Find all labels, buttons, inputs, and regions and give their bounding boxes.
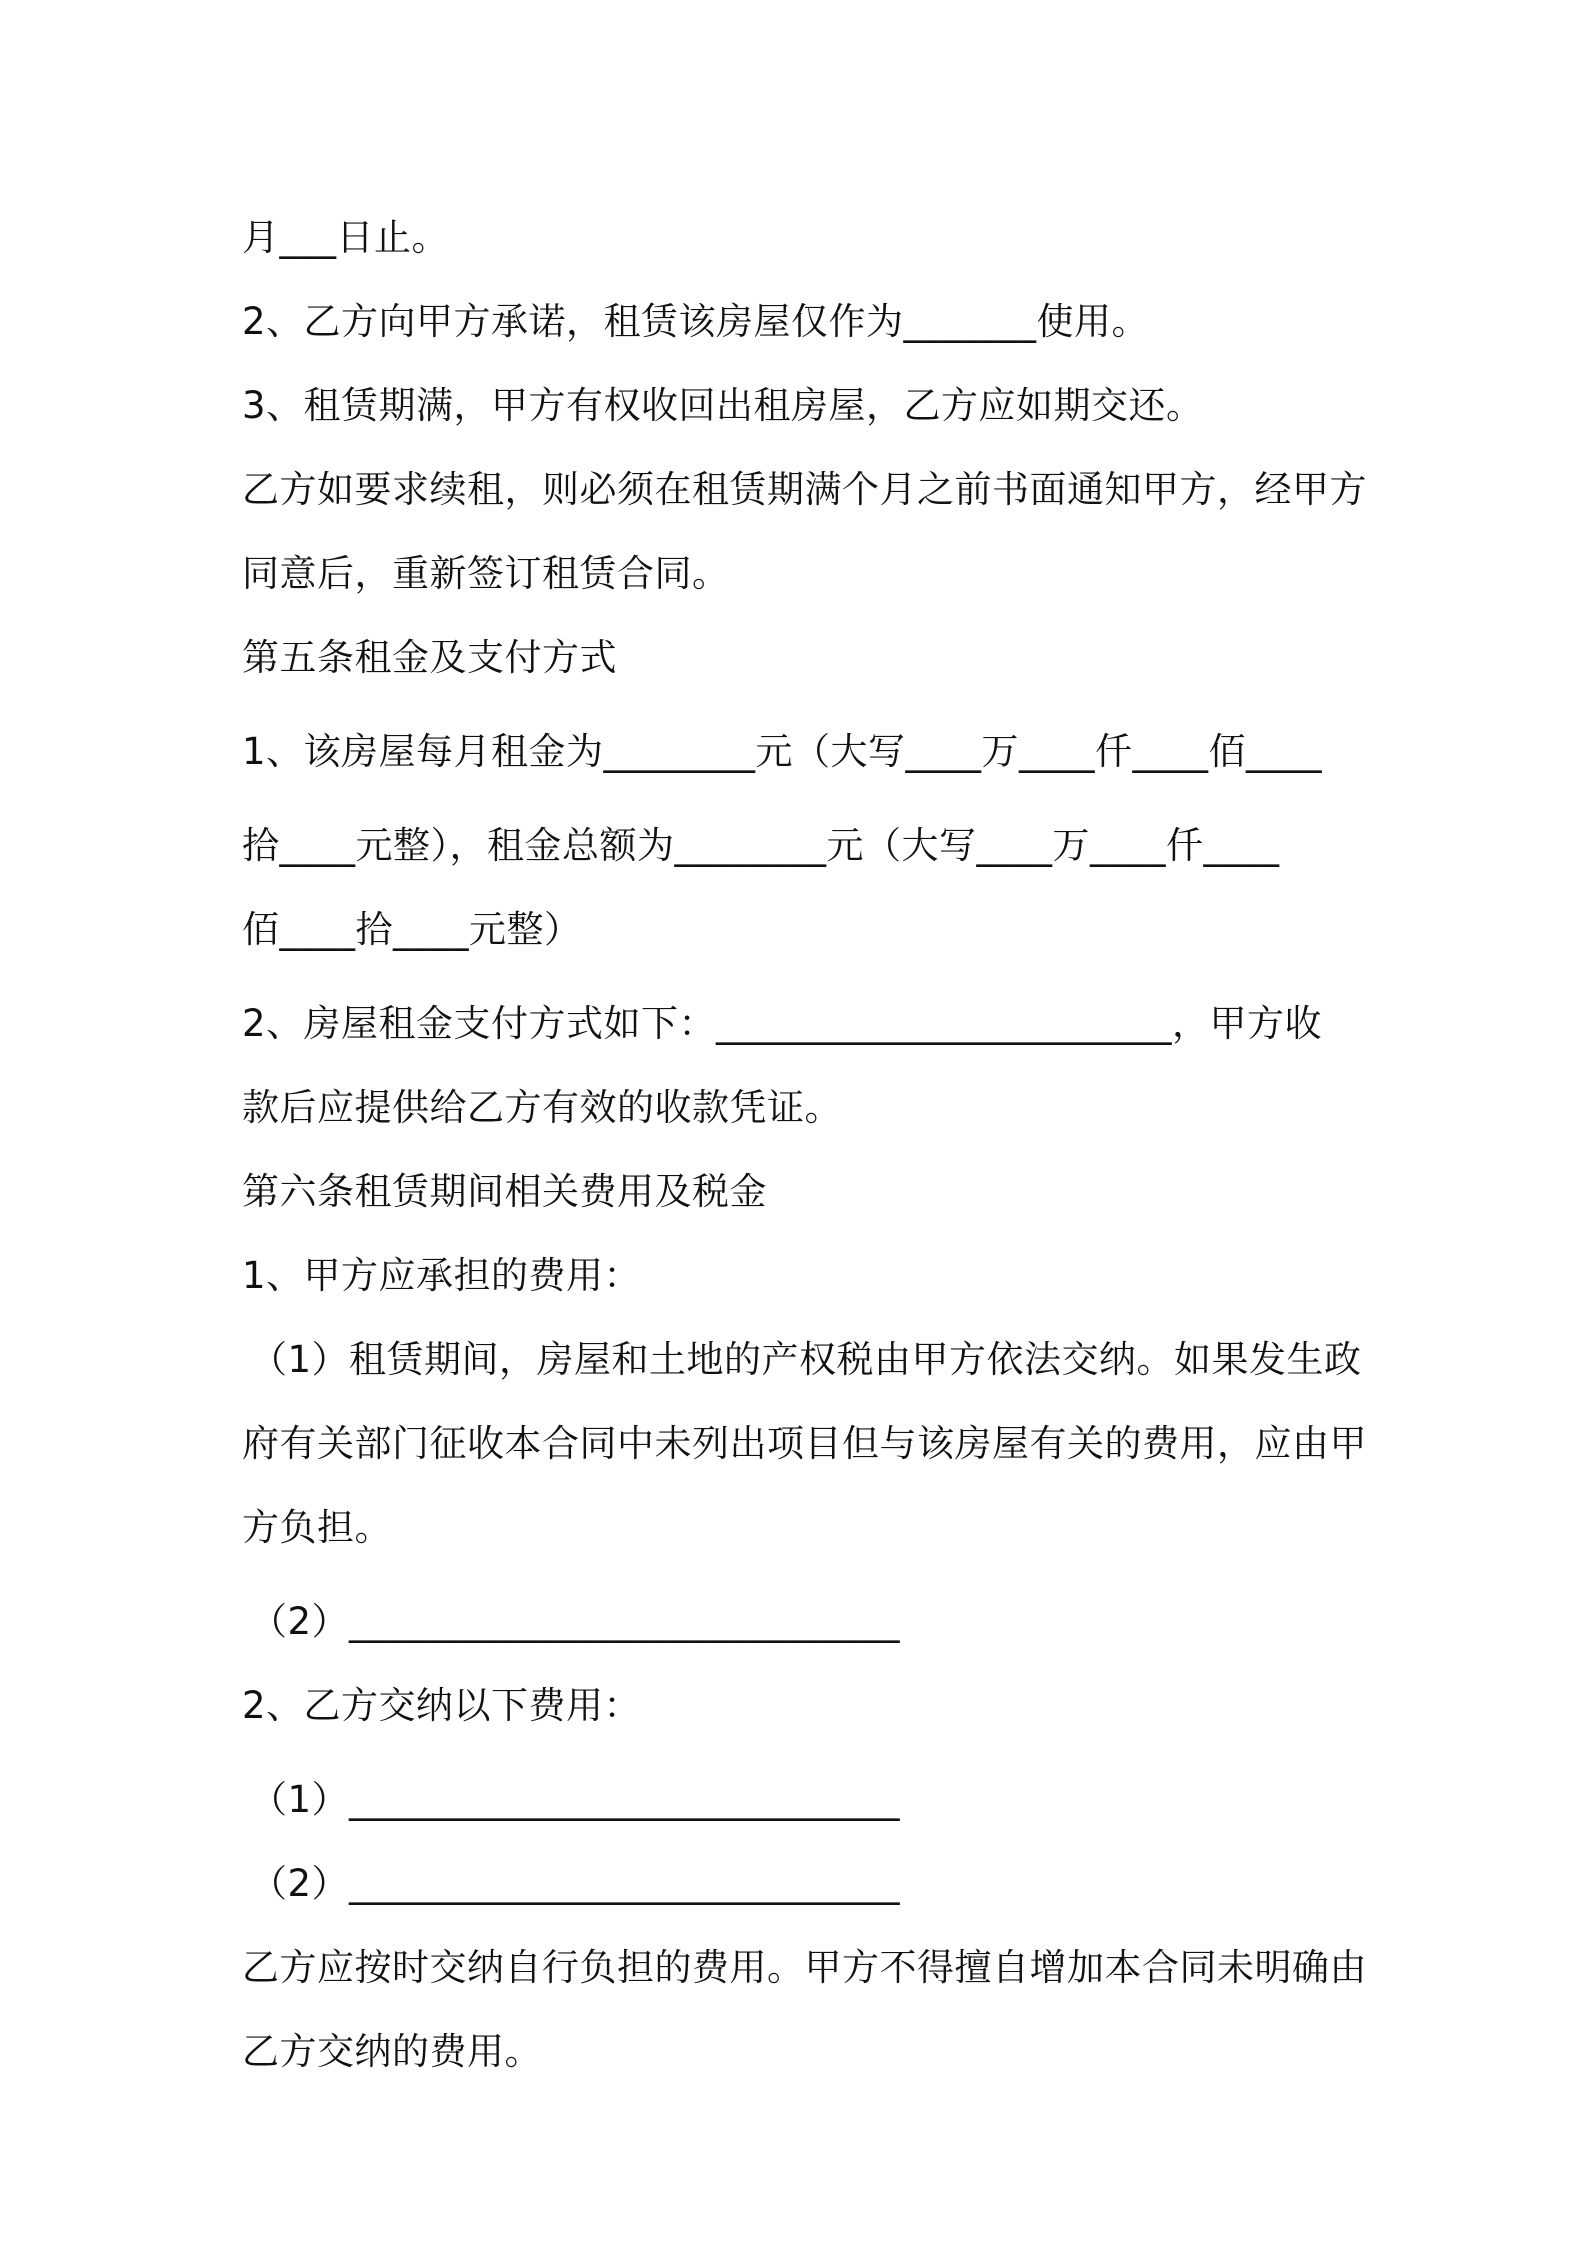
fees-note-line-2: 乙方交纳的费用。 bbox=[242, 2030, 542, 2073]
party-a-fee-2: （2）_____________________________ bbox=[250, 1600, 901, 1643]
party-a-fee-1-line-2: 府有关部门征收本合同中未列出项目但与该房屋有关的费用，应由甲 bbox=[242, 1422, 1367, 1465]
fees-note-line-1: 乙方应按时交纳自行负担的费用。甲方不得擅自增加本合同未明确由 bbox=[242, 1946, 1367, 1989]
document-body bbox=[242, 196, 1367, 2094]
renewal-text-line-2: 同意后，重新签订租赁合同。 bbox=[242, 552, 730, 595]
party-b-fee-1: （1）_____________________________ bbox=[250, 1778, 901, 1821]
rent-item-1-line-2: 拾____元整），租金总额为________元（大写____万____仟____ bbox=[242, 824, 1280, 867]
payment-method-line-2: 款后应提供给乙方有效的收款凭证。 bbox=[242, 1086, 842, 1129]
party-a-fee-1-line-1: （1）租赁期间，房屋和土地的产权税由甲方依法交纳。如果发生政 bbox=[250, 1338, 1362, 1381]
clause-5-item-2: 2、乙方向甲方承诺，租赁该房屋仅作为_______使用。 bbox=[242, 300, 1150, 343]
text-line: 月___日止。 bbox=[242, 216, 449, 259]
renewal-text-line-1: 乙方如要求续租，则必须在租赁期满个月之前书面通知甲方，经甲方 bbox=[242, 468, 1367, 511]
rent-item-1-line-3: 佰____拾____元整） bbox=[242, 908, 582, 951]
section-heading-6: 第六条租赁期间相关费用及税金 bbox=[242, 1170, 767, 1213]
section-heading-5: 第五条租金及支付方式 bbox=[242, 636, 617, 679]
clause-5-item-3: 3、租赁期满，甲方有权收回出租房屋，乙方应如期交还。 bbox=[242, 384, 1204, 427]
party-a-fees-heading: 1、甲方应承担的费用： bbox=[242, 1254, 642, 1297]
rent-item-1-line-1: 1、该房屋每月租金为________元（大写____万____仟____佰____ bbox=[242, 730, 1323, 773]
party-a-fee-1-line-3: 方负担。 bbox=[242, 1506, 392, 1549]
party-b-fees-heading: 2、乙方交纳以下费用： bbox=[242, 1684, 642, 1727]
party-b-fee-2: （2）_____________________________ bbox=[250, 1862, 901, 1905]
payment-method-line-1: 2、房屋租金支付方式如下：________________________，甲方收 bbox=[242, 1002, 1323, 1045]
